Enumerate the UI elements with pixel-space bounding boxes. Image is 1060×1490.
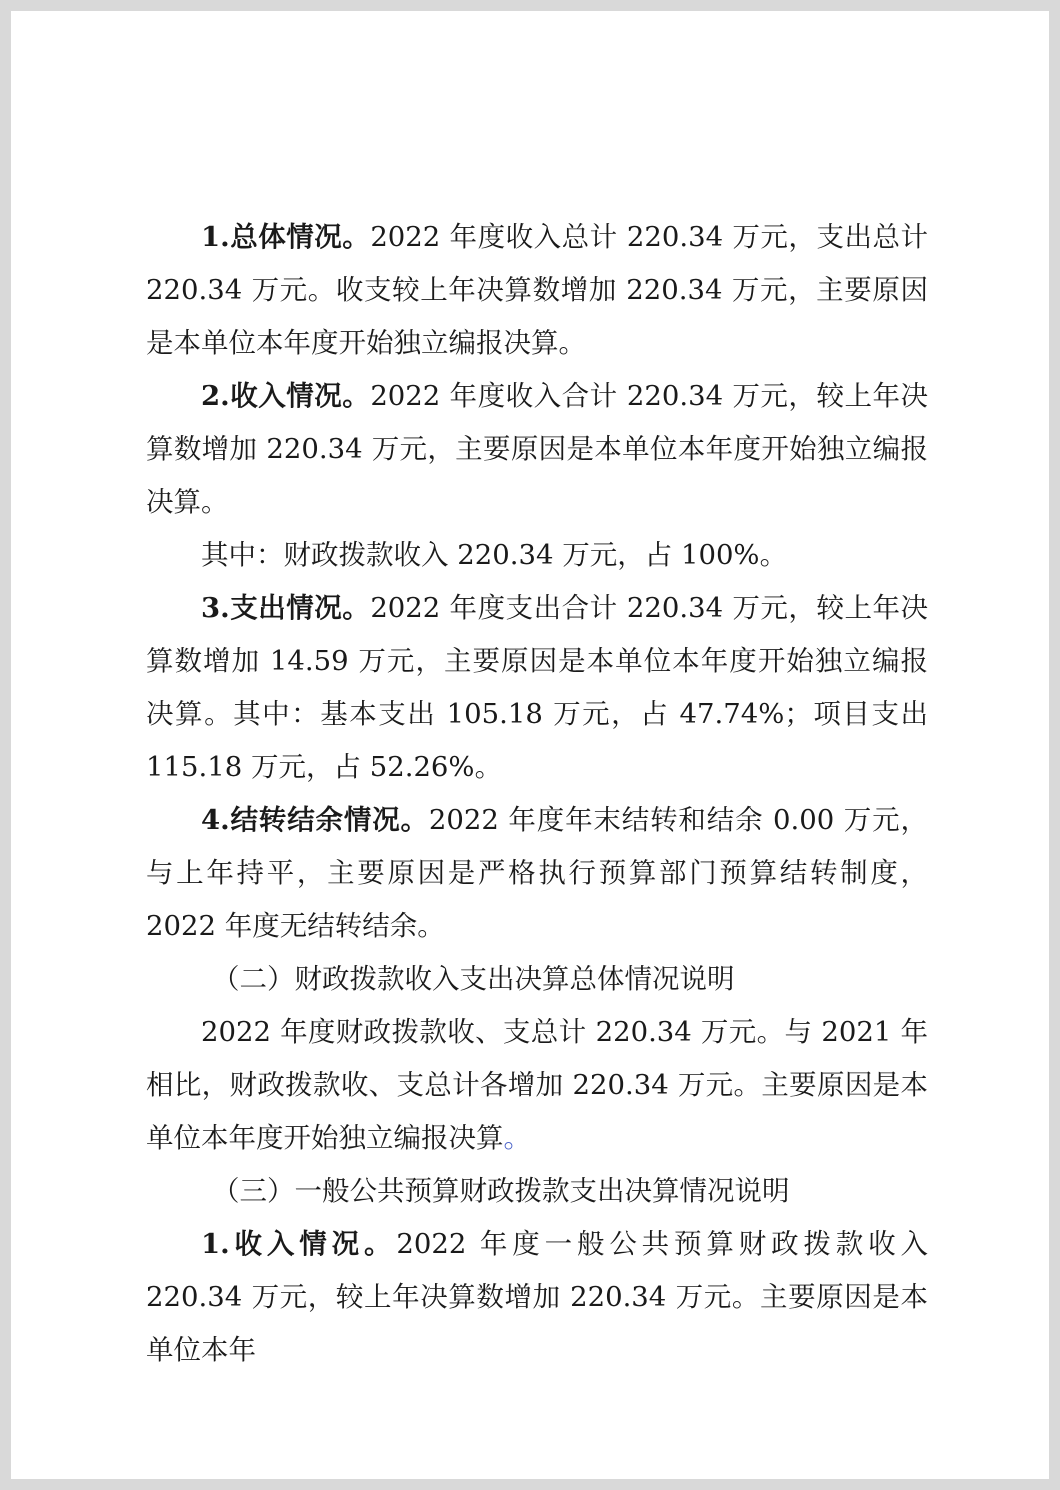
- paragraph-lead: 4.结转结余情况。: [201, 804, 429, 836]
- paragraph-text: 2022 年度一般公共预算财政拨款收入 220.34 万元，较上年决算数增加 220.34 万元。主要原因是本单位本年: [146, 1228, 928, 1366]
- paragraph-text: 2022 年度收入合计 220.34 万元，较上年决算数增加 220.34 万元，主要原因是本单位本年度开始独立编报决算。: [146, 380, 928, 518]
- paragraph-text: 2022 年度支出合计 220.34 万元，较上年决算数增加 14.59 万元，主要原因是本单位本年度开始独立编报决算。其中：基本支出 105.18 万元，占 47.74%；项目支出 115.18 万元，占 52.26%。: [146, 592, 928, 783]
- paragraph-text: 2022 年度收入总计 220.34 万元，支出总计220.34 万元。收支较上年决算数增加 220.34 万元，主要原因是本单位本年度开始独立编报决算。: [146, 221, 928, 359]
- paragraph-lead: 3.支出情况。: [201, 592, 371, 624]
- paragraph-income-detail: [146, 529, 928, 582]
- section-heading-2: （二）财政拨款收入支出决算总体情况说明: [212, 963, 735, 995]
- document-page: [11, 11, 1049, 1479]
- paragraph-section2: [146, 1006, 928, 1165]
- paragraph-lead: 1.收入情况。: [201, 1228, 397, 1260]
- paragraph-text: 2022 年度年末结转和结余 0.00 万元，与上年持平，主要原因是严格执行预算部门预算结转制度，2022 年度无结转结余。: [146, 804, 928, 942]
- paragraph-lead: 1.总体情况。: [201, 221, 371, 253]
- paragraph-end-mark: 。: [503, 1122, 531, 1154]
- paragraph-section3-income: [146, 1218, 928, 1377]
- paragraph-lead: 2.收入情况。: [201, 380, 371, 412]
- paragraph-expenditure: [146, 582, 928, 794]
- section-heading-3: （三）一般公共预算财政拨款支出决算情况说明: [212, 1175, 790, 1207]
- paragraph-income: [146, 370, 928, 529]
- paragraph-overall: [146, 211, 928, 370]
- paragraph-text: 2022 年度财政拨款收、支总计 220.34 万元。与 2021 年相比，财政拨款收、支总计各增加 220.34 万元。主要原因是本单位本年度开始独立编报决算: [146, 1016, 928, 1154]
- document-body: [146, 211, 928, 1377]
- paragraph-carryover: [146, 794, 928, 953]
- paragraph-text: 其中：财政拨款收入 220.34 万元，占 100%。: [201, 539, 788, 571]
